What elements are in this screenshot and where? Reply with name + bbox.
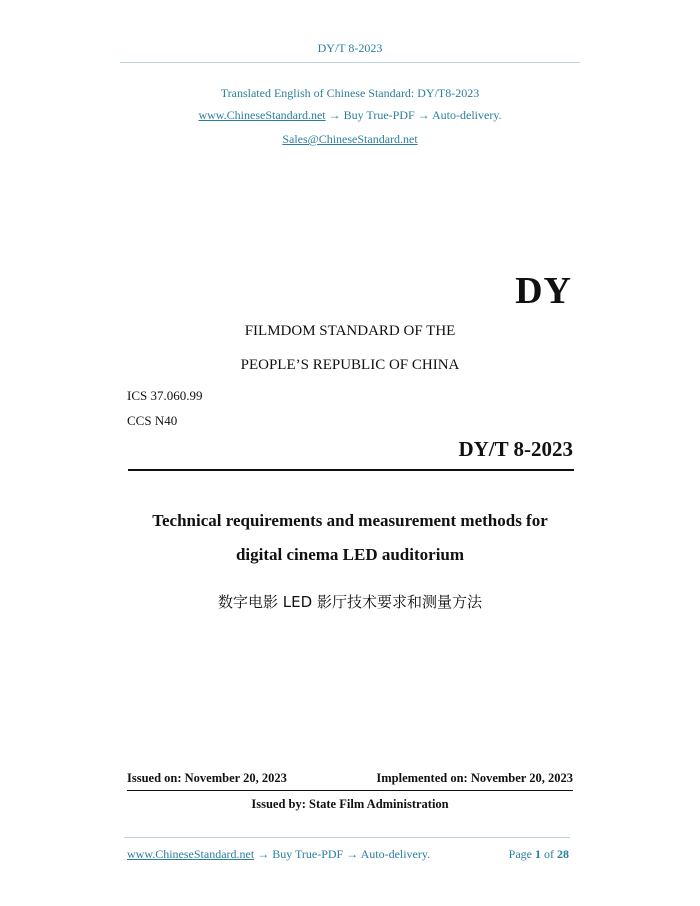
page-total: 28 — [557, 847, 569, 861]
title-chinese: 数字电影 LED 影厅技术要求和测量方法 — [218, 593, 482, 611]
ics-code: ICS 37.060.99 — [127, 388, 203, 403]
standard-code-mark: DY — [515, 270, 572, 312]
issuing-authority-line1: FILMDOM STANDARD OF THE — [244, 323, 456, 339]
footer-site-link[interactable]: www.ChineseStandard.net — [127, 847, 255, 861]
translation-notice: Translated English of Chinese Standard: DY/T8-2023 — [220, 86, 480, 100]
of-label: of — [544, 847, 554, 861]
implemented-on-date: Implemented on: November 20, 2023 — [376, 771, 573, 785]
page-label: Page — [508, 847, 532, 861]
issued-on-date: Issued on: November 20, 2023 — [127, 771, 287, 785]
issuing-authority-line2: PEOPLE’S REPUBLIC OF CHINA — [240, 357, 460, 373]
title-english-line1: Technical requirements and measurement methods for — [152, 511, 548, 530]
promo-purchase-line — [0, 108, 700, 123]
footer-purchase-line — [127, 847, 430, 862]
header-divider — [120, 62, 580, 63]
promo-email-line — [0, 132, 700, 147]
title-divider — [128, 469, 574, 471]
standard-number: DY/T 8-2023 — [458, 437, 573, 461]
dates-divider — [127, 790, 573, 791]
ccs-code: CCS N40 — [127, 413, 178, 428]
page-number: 1 — [535, 847, 541, 861]
running-header: DY/T 8-2023 — [317, 41, 383, 55]
purchase-text: → Buy True-PDF → Auto-delivery. — [325, 108, 502, 122]
site-link[interactable]: www.ChineseStandard.net — [198, 108, 326, 122]
sales-email-link[interactable]: Sales@ChineseStandard.net — [282, 132, 418, 146]
issued-by: Issued by: State Film Administration — [251, 797, 449, 811]
footer-divider — [124, 837, 570, 838]
title-english-line2: digital cinema LED auditorium — [235, 545, 465, 564]
footer-purchase-text: → Buy True-PDF → Auto-delivery. — [254, 847, 431, 861]
page-indicator — [509, 847, 569, 862]
